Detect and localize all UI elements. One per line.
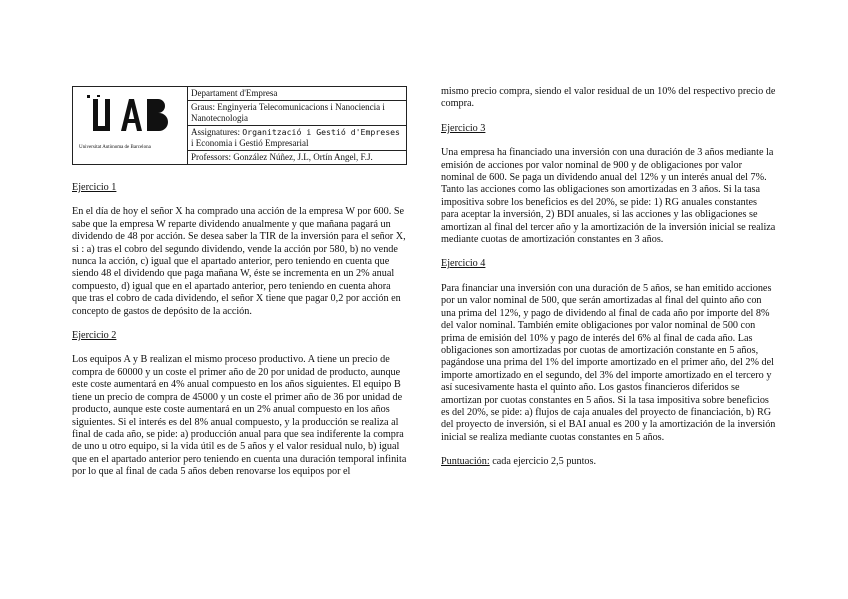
department-cell: [188, 87, 407, 101]
logo-cell: [73, 87, 188, 165]
exercise-2-continuation: mismo precio compra, siendo el valor residual de un 10% del respectivo precio de compra.: [441, 86, 776, 110]
graus-value: Enginyeria Telecomunicacions i Nanociencia i Nanotecnologia: [191, 102, 385, 123]
assignatures-value: Organització i Gestió d'Empreses: [242, 127, 400, 137]
department-name: Departament d'Empresa: [191, 88, 278, 98]
assignatures-cell: [188, 126, 407, 151]
score-line: [441, 456, 777, 468]
graus-cell: [188, 101, 407, 126]
professors-value: González Núñez, J.L, Ortín Angel, F.J.: [233, 152, 373, 162]
graus-label: Graus:: [191, 102, 215, 112]
exercise-1-text: En el día de hoy el señor X ha comprado una acción de la empresa W por 600. Se sabe que la empresa W reparte dividendo anualmente y que mañana pagará un dividendo de 48 por acción. Se desea saber la TIR de la inversión para el señor X, si : a) tras el cobro del segundo dividendo, vende la acción por 580, b) no vende nunca la acción, c) igual que el apartado anterior, pero teniendo en cuenta que siendo 48 el dividendo que paga mañana W, éste se incrementa en un 2% anual compuesto, d) igual que en el apartado anterior, pero teniendo en cuenta ahora que tras el cobro de cada dividendo, el señor X tiene que pagar 0,2 por acción en concepto de gastos de depósito de la acción.: [72, 206, 406, 317]
assignatures-label: Assignatures:: [191, 127, 240, 137]
header-table: [72, 86, 407, 165]
exercise-3-title: Ejercicio 3: [441, 122, 486, 134]
exercise-2-text: Los equipos A y B realizan el mismo proceso productivo. A tiene un precio de compra de 60000 y un coste el primer año de 20 por unidad de producto, aunque este coste aumentará en 4% anual compuesto en los años siguientes. El equipo B tiene un precio de compra de 45000 y un coste el primer año de 36 por unidad de producto, aunque este coste aumentará en un 2% anual compuesto en los años siguientes. Si el interés es del 8% anual compuesto, y la producción se realiza al final de cada año, se pide: a) producción anual para que sea indiferente la compra de uno u otro equipo, si la vida útil es de 5 años y el valor residual nulo, b) igual que en el apartado anterior pero teniendo en cuenta una duración temporal infinita por lo que al final de cada 5 años deben renovarse los equipos por el: [72, 354, 407, 478]
exercise-1-title: Ejercicio 1: [72, 182, 117, 193]
exercise-4-title: Ejercicio 4: [441, 258, 486, 270]
professors-cell: [188, 151, 407, 165]
left-column: [72, 86, 407, 491]
score-text: cada ejercicio 2,5 puntos.: [489, 456, 597, 468]
exercise-2-title: Ejercicio 2: [72, 330, 117, 342]
assignatures-value-2: i Economia i Gestió Empresarial: [191, 138, 309, 148]
score-label: Puntuación:: [441, 456, 490, 468]
professors-label: Professors:: [191, 152, 231, 162]
exercise-4-text: Para financiar una inversión con una duración de 5 años, se han emitido acciones por un valor nominal de 500, que serán amortizadas al final del quinto año con una prima del 12%, y pago de dividendo al final de cada año por importe del 8% del valor nominal. También emite obligaciones por valor nominal de 500 con prima de emisión del 10% y pago de interés del 6% al final de cada año. Las obligaciones son amortizadas por cuotas de amortización constante en 5 años, pagándose una prima del 1% del importe amortizado en el primer año, del 2% del importe amortizado en el segundo, del 3% del importe amortizado en el tercero y así sucesivamente hasta el quinto año. Los gastos financieros diferidos se amortizan por cuotas constantes en 5 años. Si la tasa impositiva sobre beneficios es del 20%, se pide: a) flujos de caja anuales del proyecto de financiación, b) RG del proyecto de inversión, si el BAI anual es 200 y la amortización de la inversión inicial se realiza mediante cuotas constantes en 5 años.: [441, 282, 776, 443]
right-column: [441, 86, 777, 481]
uab-logo-icon: [87, 95, 169, 141]
exercise-3-text: Una empresa ha financiado una inversión con una duración de 3 años mediante la emisión de acciones por valor nominal de 900 y de obligaciones por valor nominal de 600. Se paga un dividendo anual del 12% y un interés anual del 7%. Tanto las acciones como las obligaciones son amortizadas en 3 años. Si la tasa impositiva sobre los beneficios es del 20%, se pide: 1) RG anuales constantes para aceptar la inversión, 2) BDI anuales, si las acciones y las obligaciones se amortizan al final del tercer año y la amortización de la inversión inicial se realiza mediante cuotas de amortización constantes en 3 años.: [441, 147, 776, 246]
logo-caption: Universitat Autònoma de Barcelona: [79, 145, 151, 150]
